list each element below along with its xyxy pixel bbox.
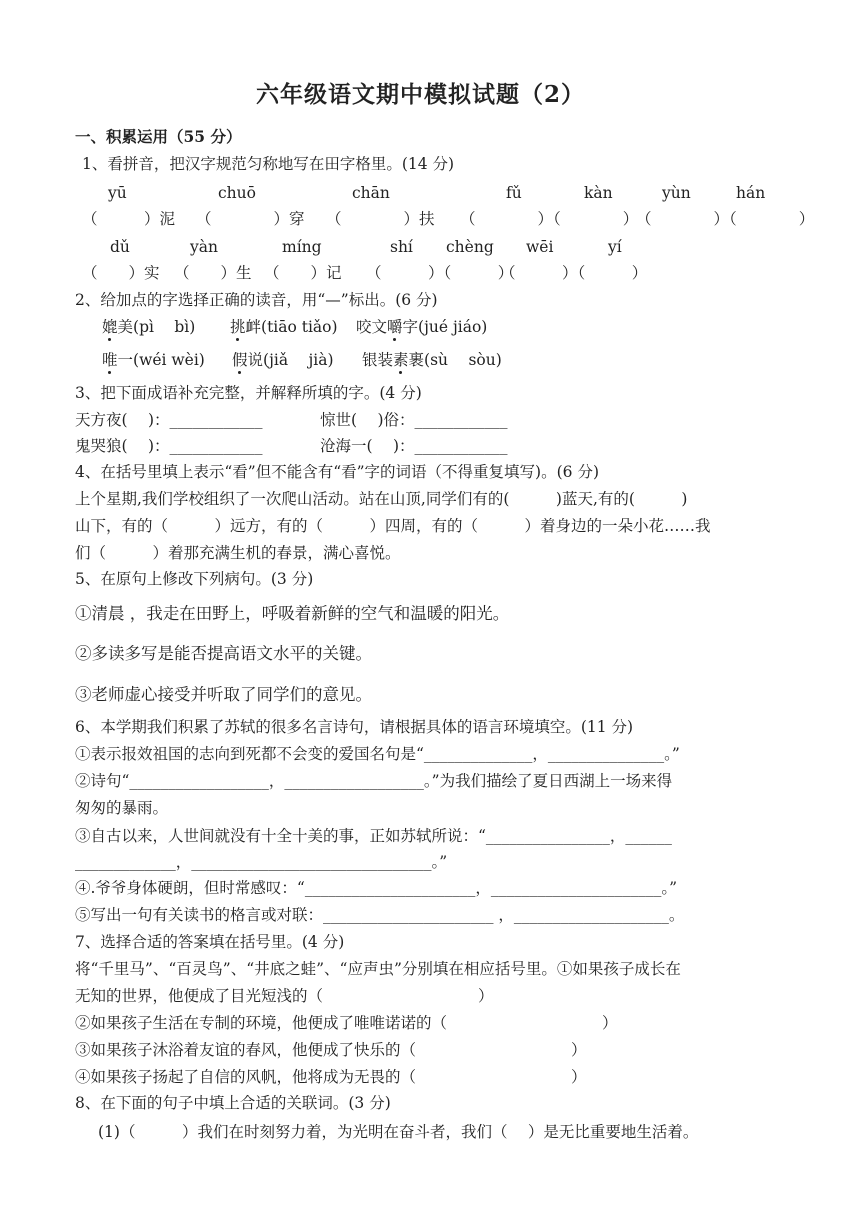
question-3-heading: 3、把下面成语补充完整，并解释所填的字。(4 分)	[75, 384, 422, 402]
pinyin: dǔ	[110, 238, 130, 256]
idiom-blank[interactable]: 惊世( )俗：____________	[320, 411, 508, 429]
fill-line[interactable]: ④.爷爷身体硬朗，但时常感叹：“______________________，______________________。”	[75, 879, 678, 897]
fill-line[interactable]: ②如果孩子生活在专制的环境，他便成了唯唯诺诺的（ ）	[75, 1014, 618, 1032]
sentence-item: ②多读多写是能否提高语文水平的关键。	[75, 644, 372, 663]
answer-blank[interactable]: （ ）记	[264, 264, 342, 282]
section-heading: 一、积累运用（55 分）	[75, 127, 242, 146]
fill-line[interactable]: ③自古以来，人世间就没有十全十美的事，正如苏轼所说：“________________，______	[75, 827, 672, 845]
pinyin: chuō	[218, 184, 256, 202]
pronunciation-item: 咬文嚼字(jué jiáo)	[356, 318, 488, 336]
idiom-blank[interactable]: 天方夜( )：____________	[75, 411, 263, 429]
idiom-blank[interactable]: 鬼哭狼( )：____________	[75, 437, 263, 455]
sentence-item: ③老师虚心接受并听取了同学们的意见。	[75, 685, 372, 704]
pinyin: yùn	[662, 184, 691, 202]
question-6-heading: 6、本学期我们积累了苏轼的很多名言诗句，请根据具体的语言环境填空。(11 分)	[75, 718, 634, 736]
idiom-blank[interactable]: 沧海一( )：____________	[320, 437, 508, 455]
question-5-heading: 5、在原句上修改下列病句。(3 分)	[75, 570, 314, 588]
pinyin: hán	[736, 184, 766, 202]
passage-line: 上个星期,我们学校组织了一次爬山活动。站在山顶,同学们有的( )蓝天,有的( )	[75, 490, 688, 508]
pinyin: chèng	[446, 238, 494, 256]
fill-line[interactable]: ③如果孩子沐浴着友谊的春风，他便成了快乐的（ ）	[75, 1041, 587, 1059]
fill-line[interactable]: _____________，_______________________________。”	[75, 853, 448, 871]
fill-line[interactable]: 无知的世界，他便成了目光短浅的（ ）	[75, 987, 494, 1005]
pronunciation-item: 银装素裹(sù sòu)	[362, 351, 502, 369]
pronunciation-item: 唯一(wéi wèi)	[102, 351, 205, 369]
fill-line[interactable]: ①表示报效祖国的志向到死都不会变的爱国名句是“______________，_______________。”	[75, 745, 680, 763]
passage-line: 山下，有的（ ）远方，有的（ ）四周，有的（ ）着身边的一朵小花……我	[75, 517, 711, 535]
pinyin: kàn	[584, 184, 613, 202]
pinyin: yàn	[190, 238, 218, 256]
answer-blank[interactable]: （ ）（ ）	[500, 264, 648, 282]
answer-blank[interactable]: （ ）泥	[82, 210, 176, 228]
fill-line: 匆匆的暴雨。	[75, 799, 169, 817]
answer-blank[interactable]: （ ）扶	[326, 210, 435, 228]
pinyin: chān	[352, 184, 390, 202]
question-8-heading: 8、在下面的句子中填上合适的关联词。(3 分)	[75, 1094, 391, 1112]
fill-line[interactable]: ⑤写出一句有关读书的格言或对联：______________________ ，____________________。	[75, 906, 685, 924]
fill-line[interactable]: (1)（ ）我们在时刻努力着，为光明在奋斗者，我们（ ）是无比重要地生活着。	[98, 1123, 699, 1141]
question-7-heading: 7、选择合适的答案填在括号里。(4 分)	[75, 933, 345, 951]
pinyin: yí	[608, 238, 622, 256]
passage-line: 们（ ）着那充满生机的春景，满心喜悦。	[75, 544, 401, 562]
answer-blank[interactable]: （ ）（ ）	[366, 264, 514, 282]
pinyin: shí	[390, 238, 413, 256]
fill-line: 将“千里马”、“百灵鸟”、“井底之蛙”、“应声虫”分别填在相应括号里。①如果孩子成长在	[75, 960, 681, 978]
answer-blank[interactable]: （ ）（ ）	[636, 210, 815, 228]
fill-line[interactable]: ④如果孩子扬起了自信的风帆，他将成为无畏的（ ）	[75, 1068, 587, 1086]
pinyin: wēi	[526, 238, 554, 256]
question-1-heading: 1、看拼音，把汉字规范匀称地写在田字格里。(14 分)	[82, 155, 455, 173]
answer-blank[interactable]: （ ）（ ）	[460, 210, 639, 228]
pronunciation-item: 媲美(pì bì)	[102, 318, 196, 336]
pinyin: fǔ	[506, 184, 522, 202]
sentence-item: ①清晨 ，我走在田野上，呼吸着新鲜的空气和温暖的阳光。	[75, 604, 510, 623]
answer-blank[interactable]: （ ）穿	[196, 210, 305, 228]
pinyin: yū	[108, 184, 127, 202]
pronunciation-item: 假说(jiǎ jià)	[232, 351, 334, 369]
question-2-heading: 2、给加点的字选择正确的读音，用“—”标出。(6 分)	[75, 291, 438, 309]
pronunciation-item: 挑衅(tiāo tiǎo)	[230, 318, 338, 336]
answer-blank[interactable]: （ ）实	[82, 264, 160, 282]
question-4-heading: 4、在括号里填上表示“看”但不能含有“看”字的词语（不得重复填写)。(6 分)	[75, 463, 599, 481]
answer-blank[interactable]: （ ）生	[174, 264, 252, 282]
page-title: 六年级语文期中模拟试题（2）	[256, 81, 586, 108]
pinyin: míng	[282, 238, 322, 256]
fill-line[interactable]: ②诗句“__________________，__________________。”为我们描绘了夏日西湖上一场来得	[75, 772, 673, 790]
